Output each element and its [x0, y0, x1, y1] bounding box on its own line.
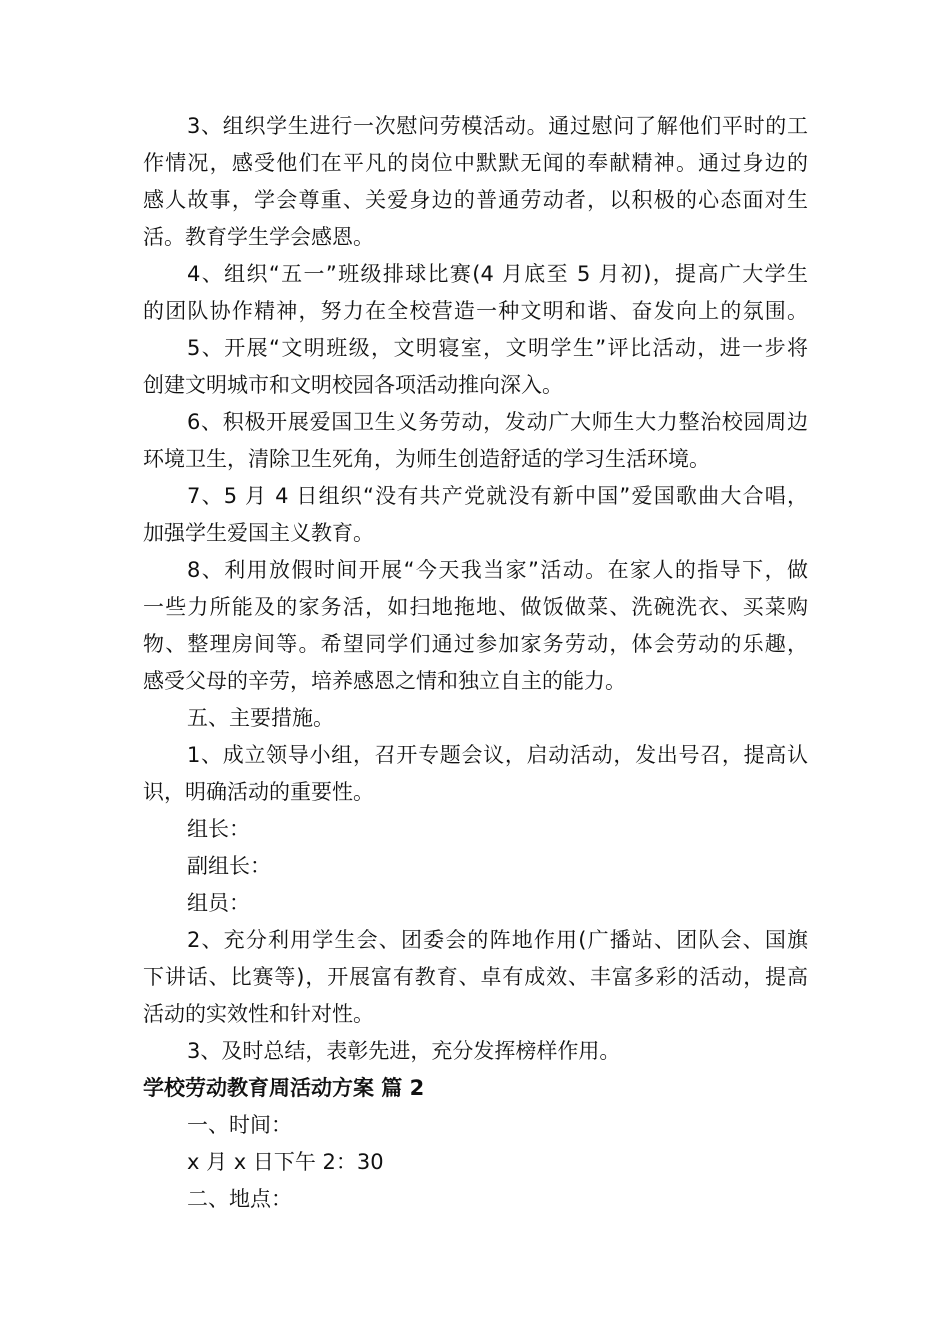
text-line: 3、组织学生进行一次慰问劳模活动。通过慰问了解他们平时的工: [187, 114, 808, 138]
text-line: 4、组织“五一”班级排球比赛(4 月底至 5 月初)，提高广大学生: [187, 262, 808, 286]
text-line: 7、5 月 4 日组织“没有共产党就没有新中国”爱国歌曲大合唱，: [187, 484, 808, 508]
text-line: 一些力所能及的家务活，如扫地拖地、做饭做菜、洗碗洗衣、买菜购: [143, 595, 808, 619]
text-line: 感受父母的辛劳，培养感恩之情和独立自主的能力。: [143, 669, 626, 693]
text-line: 1、成立领导小组，召开专题会议，启动活动，发出号召，提高认: [187, 743, 808, 767]
text-line: 环境卫生，清除卫生死角，为师生创造舒适的学习生活环境。: [143, 447, 710, 471]
text-line: 活动的实效性和针对性。: [143, 1002, 374, 1026]
text-line: 五、主要措施。: [187, 706, 334, 730]
text-line: 加强学生爱国主义教育。: [143, 521, 374, 545]
document-page: [143, 108, 808, 1218]
text-line: 活。教育学生学会感恩。: [143, 225, 374, 249]
text-line: 识，明确活动的重要性。: [143, 780, 374, 804]
text-line: 的团队协作精神，努力在全校营造一种文明和谐、奋发向上的氛围。: [143, 299, 808, 323]
text-line: 二、地点：: [187, 1187, 292, 1211]
text-line: 6、积极开展爱国卫生义务劳动，发动广大师生大力整治校园周边: [187, 410, 808, 434]
text-line: 5、开展“文明班级，文明寝室，文明学生”评比活动，进一步将: [187, 336, 808, 360]
text-line: 副组长：: [187, 854, 271, 878]
text-line: 3、及时总结，表彰先进，充分发挥榜样作用。: [187, 1039, 621, 1063]
section-heading: 学校劳动教育周活动方案 篇 2: [143, 1076, 425, 1100]
text-line: x 月 x 日下午 2：30: [187, 1150, 384, 1174]
text-line: 创建文明城市和文明校园各项活动推向深入。: [143, 373, 563, 397]
text-line: 8、利用放假时间开展“今天我当家”活动。在家人的指导下，做: [187, 558, 808, 582]
text-line: 2、充分利用学生会、团委会的阵地作用(广播站、团队会、国旗: [187, 928, 808, 952]
text-line: 物、整理房间等。希望同学们通过参加家务劳动，体会劳动的乐趣，: [143, 632, 808, 656]
text-line: 感人故事，学会尊重、关爱身边的普通劳动者，以积极的心态面对生: [143, 188, 808, 212]
text-line: 作情况，感受他们在平凡的岗位中默默无闻的奉献精神。通过身边的: [143, 151, 808, 175]
text-line: 一、时间：: [187, 1113, 292, 1137]
text-line: 组长：: [187, 817, 250, 841]
text-line: 下讲话、比赛等)，开展富有教育、卓有成效、丰富多彩的活动，提高: [143, 965, 808, 989]
text-line: 组员：: [187, 891, 250, 915]
